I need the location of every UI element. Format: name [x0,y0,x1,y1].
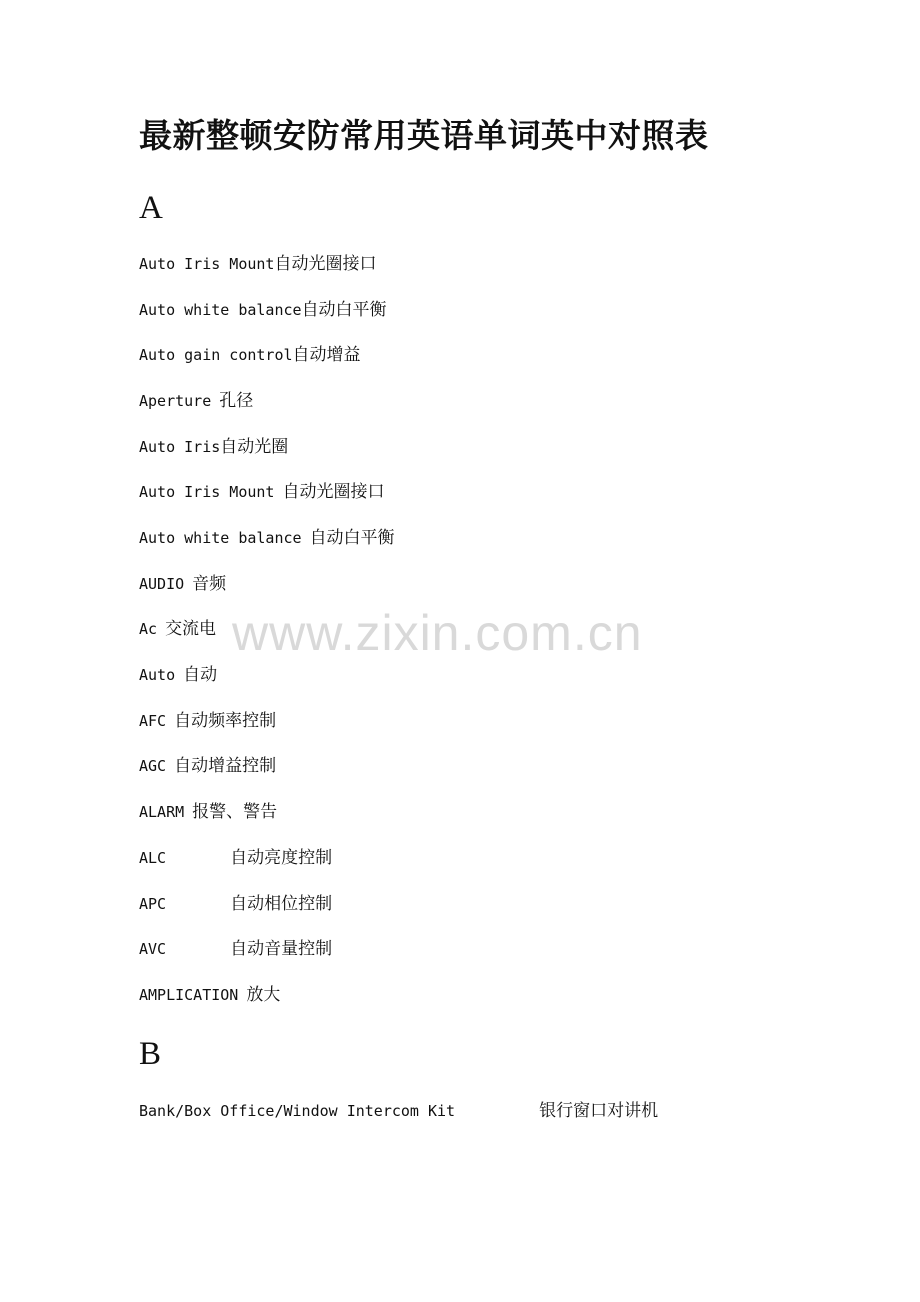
entry-chinese: 自动音量控制 [230,939,333,959]
entry-english: Auto white balance [139,301,302,319]
entry-english: AVC [139,940,167,958]
entry-english: AUDIO [139,575,185,593]
section-heading-a: A [139,190,163,226]
entry-chinese: 自动 [183,665,218,685]
entry-row [139,344,361,366]
entry-english: AMPLICATION [139,986,239,1004]
entry-english: ALARM [139,803,185,821]
entry-english: Auto gain control [139,346,293,364]
entry-row [139,1100,658,1122]
entry-chinese: 报警、警告 [192,802,278,822]
entry-english: APC [139,895,167,913]
entry-chinese: 自动光圈接口 [274,254,377,274]
entry-chinese: 孔径 [219,391,254,411]
entry-chinese: 自动增益 [292,345,361,365]
entry-row [139,847,332,869]
entry-row [139,710,276,732]
entry-row [139,664,217,686]
entry-chinese: 交流电 [165,619,217,639]
entry-chinese: 自动白平衡 [301,300,387,320]
entry-english: Auto [139,666,176,684]
document-title: 最新整顿安防常用英语单词英中对照表 [139,116,709,155]
entry-english: ALC [139,849,167,867]
entry-row [139,984,280,1006]
entry-chinese: 自动增益控制 [174,756,277,776]
entry-row [139,893,332,915]
entry-row [139,253,376,275]
entry-english: Ac [139,620,158,638]
entry-chinese: 自动白平衡 [309,528,395,548]
section-heading-b: B [139,1036,162,1072]
entry-chinese: 银行窗口对讲机 [539,1101,659,1121]
entry-english: Auto Iris Mount [139,255,275,273]
entry-row [139,755,276,777]
entry-row [139,299,387,321]
entry-row [139,527,395,549]
entry-english: Auto Iris [139,438,221,456]
entry-chinese: 自动频率控制 [174,711,277,731]
entry-chinese: 自动光圈 [220,437,289,457]
entry-row [139,390,253,412]
entry-row [139,436,288,458]
entry-chinese: 音频 [192,574,227,594]
entry-english: Bank/Box Office/Window Intercom Kit [139,1102,456,1120]
entry-row [139,573,226,595]
entry-row [139,801,277,823]
entry-english: Auto white balance [139,529,302,547]
entry-row [139,618,216,640]
entry-chinese: 自动亮度控制 [230,848,333,868]
entry-english: Aperture [139,392,212,410]
entry-english: Auto Iris Mount [139,483,275,501]
entry-english: AFC [139,712,167,730]
watermark: www.zixin.com.cn [232,605,643,661]
entry-english: AGC [139,757,167,775]
entry-chinese: 自动光圈接口 [282,482,385,502]
entry-chinese: 自动相位控制 [230,894,333,914]
entry-row [139,938,332,960]
entry-row [139,481,384,503]
entry-chinese: 放大 [246,985,281,1005]
